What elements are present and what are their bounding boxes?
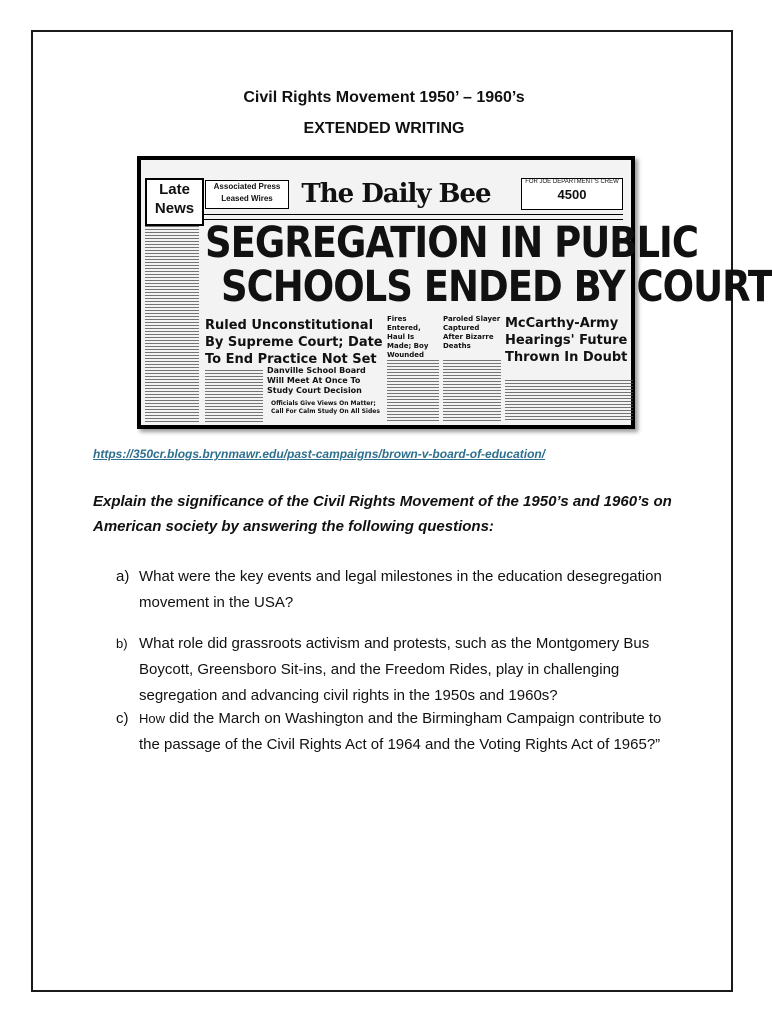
column-text-1 (205, 370, 263, 422)
question-lead-word: How (139, 711, 166, 726)
price-box (521, 178, 623, 210)
page-subtitle: EXTENDED WRITING (303, 120, 465, 137)
headline-line-2: SCHOOLS ENDED BY COURT (221, 261, 772, 312)
question-text: did the March on Washington and the Birmingham Campaign contribute to the passage of the Civil Rights Act of 1964 and the Voting Rights Act of 1965?” (139, 710, 662, 753)
source-link[interactable]: https://350cr.blogs.brynmawr.edu/past-campaigns/brown-v-board-of-education/ (93, 447, 546, 461)
question-marker: c) (116, 710, 129, 727)
question-text: What role did grassroots activism and protests, such as the Montgomery Bus Boycott, Greensboro Sit-ins, and the Freedom Rides, play in challenging segregation and advancing civil rights in the 1950s and 1960s? (139, 635, 650, 704)
subhead-danville: Danville School Board Will Meet At Once To Study Court Decision (267, 366, 366, 395)
instructions-paragraph: Explain the significance of the Civil Rights Movement of the 1950’s and 1960’s on American society by answering the following questions: (93, 493, 672, 535)
ap-wires-box: Associated Press Leased Wires (205, 180, 289, 209)
column-text-2 (387, 360, 439, 422)
question-marker: a) (116, 568, 130, 585)
question-text: What were the key events and legal milestones in the education desegregation movement in the USA? (139, 568, 662, 611)
price-number: 4500 (557, 187, 587, 202)
question-a (116, 564, 676, 616)
subhead-fires: Fires Entered, Haul Is Made; Boy Wounded (387, 315, 429, 359)
newspaper-masthead: The Daily Bee (301, 179, 491, 209)
headline-line-1: SEGREGATION IN PUBLIC (205, 217, 698, 268)
page-title: Civil Rights Movement 1950’ – 1960’s (243, 89, 525, 106)
subhead-officials: Officials Give Views On Matter; Call For Calm Study On All Sides (271, 400, 380, 415)
column-text-3 (443, 360, 501, 422)
question-text-wrapper (139, 706, 676, 758)
question-b (116, 631, 676, 709)
subhead-mccarthy: McCarthy-Army Hearings' Future Thrown In Doubt (505, 316, 628, 365)
subhead-ruled-unconstitutional: Ruled Unconstitutional By Supreme Court; Date To End Practice Not Set (205, 318, 383, 367)
late-news-box: Late News (145, 178, 204, 226)
left-column-text (145, 226, 199, 422)
newspaper-image (137, 156, 772, 429)
question-c (116, 706, 676, 758)
subhead-paroled-slayer: Paroled Slayer Captured After Bizarre Deaths (443, 315, 501, 350)
price-caption: FOR JOE DEPARTMENT'S CREW (525, 179, 619, 185)
question-marker: b) (116, 636, 128, 651)
column-text-4 (505, 380, 633, 422)
